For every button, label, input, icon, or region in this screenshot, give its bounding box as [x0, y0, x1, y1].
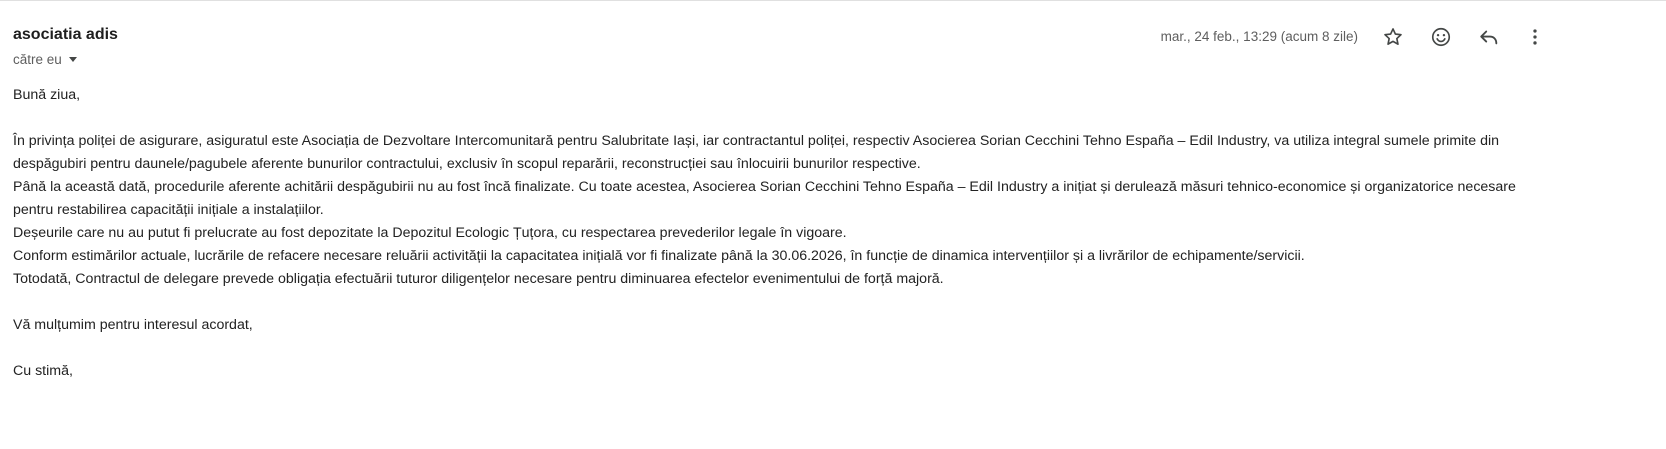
emoji-icon: [1430, 26, 1452, 48]
recipient-details-toggle[interactable]: [13, 52, 77, 67]
greeting: Bună ziua,: [13, 87, 81, 103]
body-paragraph: În privința poliței de asigurare, asiguratul este Asociația de Dezvoltare Intercomunitară pentru Salubritate Iași, iar contractantul poliței, respectiv Asocierea Sorian Cecchini Tehno España – Edil Industry, va utiliza integral sumele primite din despăgubiri pentru daunele/pagubele aferente bunurilor contractului, exclusiv în scopul reparării, reconstrucției sau înlocuirii bunurilor respective.: [13, 133, 1500, 172]
body-paragraph: Deșeurile care nu au putut fi prelucrate au fost depozitate la Depozitul Ecologic Țuțora, cu respectarea prevederilor legale în vigoare.: [13, 225, 847, 241]
spacer: [13, 291, 1548, 314]
thanks-line: Vă mulțumim pentru interesul acordat,: [13, 317, 253, 333]
more-vert-icon: [1524, 26, 1546, 48]
email-body: [13, 84, 1548, 383]
closing-line: Cu stimă,: [13, 363, 73, 379]
star-icon: [1382, 26, 1404, 48]
body-paragraph: Până la această dată, procedurile aferente achitării despăgubirii nu au fost încă finalizate. Cu toate acestea, Asocierea Sorian Cecchini Tehno España – Edil Industry a inițiat și derulează măsuri tehnico-economice și organizatorice necesare pentru restabilirea capacității inițiale a instalațiilor.: [13, 179, 1516, 218]
sender-name[interactable]: asociatia adis: [13, 26, 118, 43]
reply-button[interactable]: [1472, 20, 1506, 54]
recipient-label: către eu: [13, 52, 62, 67]
caret-down-icon[interactable]: [69, 57, 77, 62]
email-timestamp: mar., 24 feb., 13:29 (acum 8 zile): [1160, 29, 1358, 44]
add-reaction-button[interactable]: [1424, 20, 1458, 54]
star-button[interactable]: [1376, 20, 1410, 54]
more-options-button[interactable]: [1518, 20, 1552, 54]
spacer: [13, 107, 1548, 130]
spacer: [13, 337, 1548, 360]
body-paragraph: Conform estimărilor actuale, lucrările de refacere necesare reluării activității la capacitatea inițială vor fi finalizate până la 30.06.2026, în funcție de dinamica intervențiilor și a livrărilor de echipamente/servicii.: [13, 248, 1305, 264]
header-divider: [0, 0, 1666, 1]
body-paragraph: Totodată, Contractul de delegare prevede obligația efectuării tuturor diligențelor necesare pentru diminuarea efectelor evenimentului de forță majoră.: [13, 271, 944, 287]
reply-icon: [1478, 26, 1500, 48]
